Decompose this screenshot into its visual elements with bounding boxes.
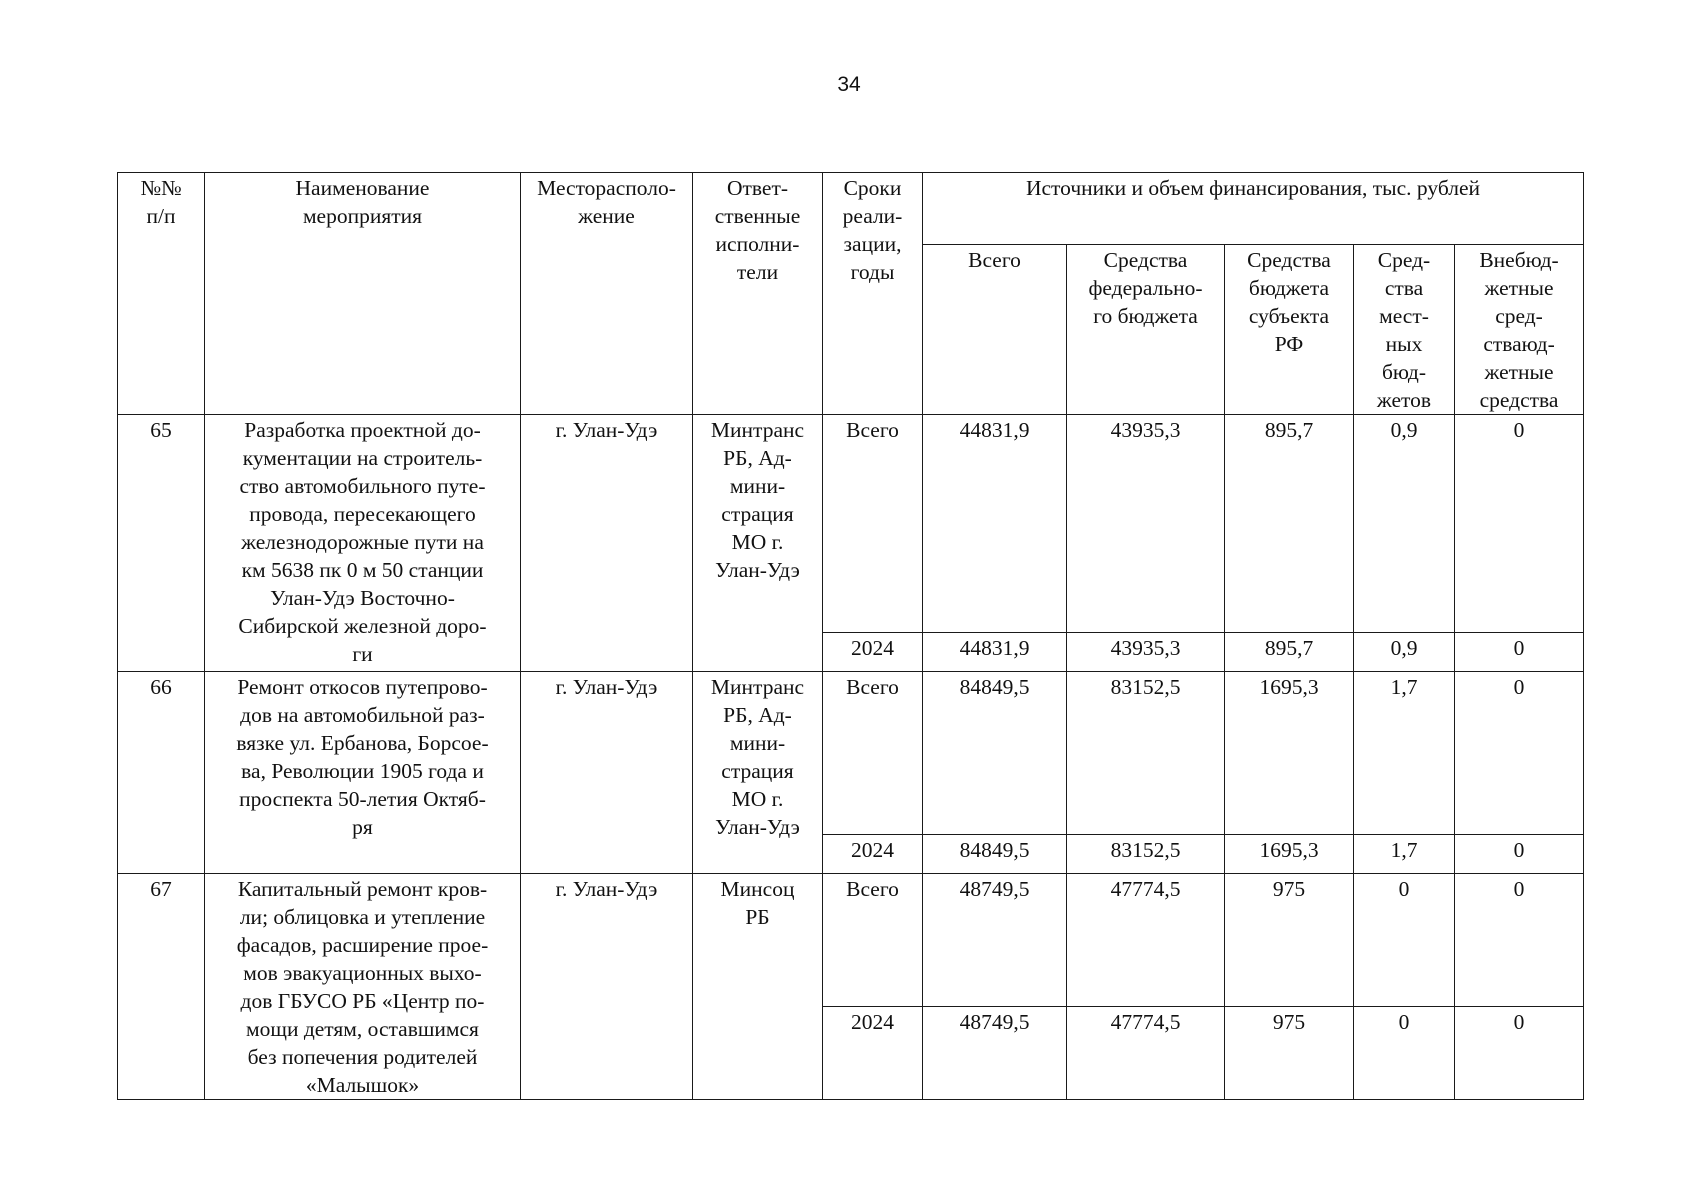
header-local: Сред- ства мест- ных бюд- жетов [1354, 245, 1455, 415]
cell-subject: 975 [1225, 1006, 1354, 1099]
cell-term: Всего [823, 874, 923, 1007]
header-extrabudget: Внебюд- жетные сред- стваюд- жетные средства [1455, 245, 1584, 415]
cell-term: 2024 [823, 835, 923, 874]
row-location: г. Улан-Удэ [521, 415, 693, 672]
row-location: г. Улан-Удэ [521, 672, 693, 874]
cell-subject: 895,7 [1225, 415, 1354, 633]
row-num: 66 [118, 672, 205, 874]
header-financing-title: Источники и объем финансирования, тыс. рублей [923, 173, 1584, 245]
cell-federal: 83152,5 [1067, 835, 1225, 874]
row-name: Разработка проектной до- кументации на строитель- ство автомобильного путе- провода, пересекающего железнодорожные пути на км 5638 пк 0 м 50 станции Улан-Удэ Восточно- Сибирской железной доро- ги [205, 415, 521, 672]
cell-subject: 1695,3 [1225, 835, 1354, 874]
cell-extrabudget: 0 [1455, 1006, 1584, 1099]
cell-extrabudget: 0 [1455, 415, 1584, 633]
row-responsible: Минсоц РБ [693, 874, 823, 1100]
row-num: 65 [118, 415, 205, 672]
header-federal: Средства федерально- го бюджета [1067, 245, 1225, 415]
cell-local: 0,9 [1354, 415, 1455, 633]
cell-total: 48749,5 [923, 874, 1067, 1007]
financing-table [117, 172, 1584, 1100]
cell-term: 2024 [823, 1006, 923, 1099]
cell-subject: 895,7 [1225, 633, 1354, 672]
row-responsible: Минтранс РБ, Ад- мини- страция МО г. Улан-Удэ [693, 415, 823, 672]
cell-subject: 975 [1225, 874, 1354, 1007]
cell-federal: 43935,3 [1067, 415, 1225, 633]
row-num: 67 [118, 874, 205, 1100]
cell-local: 0 [1354, 1006, 1455, 1099]
cell-total: 48749,5 [923, 1006, 1067, 1099]
header-responsible: Ответ- ственные исполни- тели [693, 173, 823, 415]
header-location: Месторасполо- жение [521, 173, 693, 415]
cell-extrabudget: 0 [1455, 835, 1584, 874]
table-row [118, 672, 1584, 835]
header-num: №№ п/п [118, 173, 205, 415]
table-header-row [118, 173, 1584, 245]
cell-local: 1,7 [1354, 672, 1455, 835]
cell-extrabudget: 0 [1455, 874, 1584, 1007]
row-location: г. Улан-Удэ [521, 874, 693, 1100]
cell-total: 84849,5 [923, 672, 1067, 835]
cell-local: 1,7 [1354, 835, 1455, 874]
cell-extrabudget: 0 [1455, 672, 1584, 835]
cell-extrabudget: 0 [1455, 633, 1584, 672]
row-name: Ремонт откосов путепрово- дов на автомобильной раз- вязке ул. Ербанова, Борсое- ва, Революции 1905 года и проспекта 50-летия Октяб- ря [205, 672, 521, 874]
cell-total: 44831,9 [923, 415, 1067, 633]
row-name: Капитальный ремонт кров- ли; облицовка и утепление фасадов, расширение прое- мов эвакуационных выхо- дов ГБУСО РБ «Центр по- мощи детям, оставшимся без попечения родителей «Малышок» [205, 874, 521, 1100]
cell-term: 2024 [823, 633, 923, 672]
cell-total: 44831,9 [923, 633, 1067, 672]
cell-term: Всего [823, 672, 923, 835]
cell-local: 0 [1354, 874, 1455, 1007]
table-row [118, 415, 1584, 633]
page-number: 34 [837, 73, 861, 96]
cell-subject: 1695,3 [1225, 672, 1354, 835]
header-terms: Сроки реали- зации, годы [823, 173, 923, 415]
header-total: Всего [923, 245, 1067, 415]
cell-total: 84849,5 [923, 835, 1067, 874]
cell-federal: 47774,5 [1067, 874, 1225, 1007]
header-name: Наименование мероприятия [205, 173, 521, 415]
cell-federal: 83152,5 [1067, 672, 1225, 835]
table-row [118, 874, 1584, 1007]
cell-federal: 47774,5 [1067, 1006, 1225, 1099]
cell-term: Всего [823, 415, 923, 633]
cell-local: 0,9 [1354, 633, 1455, 672]
cell-federal: 43935,3 [1067, 633, 1225, 672]
row-responsible: Минтранс РБ, Ад- мини- страция МО г. Улан-Удэ [693, 672, 823, 874]
header-subject: Средства бюджета субъекта РФ [1225, 245, 1354, 415]
